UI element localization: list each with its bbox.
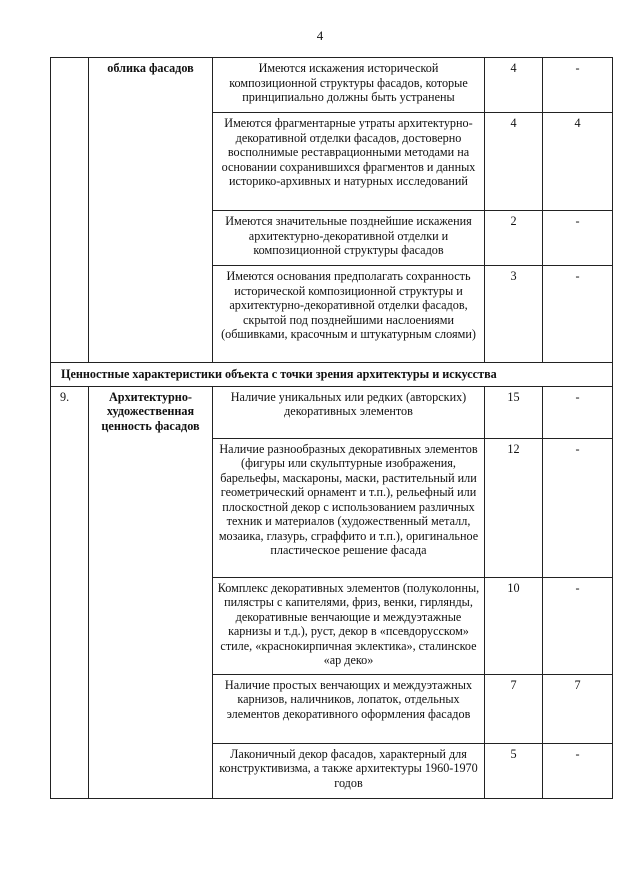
table-row bbox=[51, 363, 613, 387]
actual-score: 4 bbox=[543, 113, 613, 211]
criterion-description: Имеются искажения исторической композиционной структуры фасадов, которые принципиально должны быть устранены bbox=[213, 58, 485, 113]
actual-score: 7 bbox=[543, 674, 613, 743]
table-row bbox=[51, 674, 613, 743]
evaluation-table bbox=[50, 57, 613, 799]
max-score: 15 bbox=[485, 386, 543, 438]
actual-score: - bbox=[543, 438, 613, 577]
table-row bbox=[51, 743, 613, 798]
table-row bbox=[51, 438, 613, 577]
table-row bbox=[51, 577, 613, 674]
criterion-name: облика фасадов bbox=[89, 58, 213, 113]
max-score: 2 bbox=[485, 211, 543, 266]
max-score: 7 bbox=[485, 674, 543, 743]
criterion-description: Имеются значительные позднейшие искажения архитектурно-декоративной отделки и композиционной структуры фасадов bbox=[213, 211, 485, 266]
actual-score: - bbox=[543, 211, 613, 266]
criterion-description: Имеются фрагментарные утраты архитектурно-декоративной отделки фасадов, достоверно восполнимые реставрационными методами на основании сохранившихся фрагментов и данных историко-архивных и натурных исследований bbox=[213, 113, 485, 211]
max-score: 12 bbox=[485, 438, 543, 577]
criterion-name: Архитектурно-художественная ценность фасадов bbox=[89, 386, 213, 438]
table-row bbox=[51, 266, 613, 363]
table-row bbox=[51, 211, 613, 266]
criterion-description: Наличие разнообразных декоративных элементов (фигуры или скульптурные изображения, барельефы, маскароны, маски, растительный или геометрический орнамент и т.п.), рельефный или плоскостной декор с использованием различных техник и материалов (художественный металл, мозаика, глазурь, сграффито и т.п.), оригинальное пластическое решение фасада bbox=[213, 438, 485, 577]
table-row bbox=[51, 386, 613, 438]
actual-score: - bbox=[543, 58, 613, 113]
criterion-description: Комплекс декоративных элементов (полуколонны, пилястры с капителями, фриз, венки, гирлянды, декоративные венчающие и междуэтажные карнизы и т.д.), руст, декор в «псевдорусском» стиле, «краснокирпичная эклектика», сталинское «ар деко» bbox=[213, 577, 485, 674]
criterion-description: Наличие простых венчающих и междуэтажных карнизов, наличников, лопаток, отдельных элементов декоративного оформления фасадов bbox=[213, 674, 485, 743]
table-row bbox=[51, 113, 613, 211]
actual-score: - bbox=[543, 386, 613, 438]
criterion-description: Лаконичный декор фасадов, характерный для конструктивизма, а также архитектуры 1960-1970 годов bbox=[213, 743, 485, 798]
criterion-description: Наличие уникальных или редких (авторских) декоративных элементов bbox=[213, 386, 485, 438]
max-score: 4 bbox=[485, 113, 543, 211]
criterion-description: Имеются основания предполагать сохранность исторической композиционной структуры и архитектурно-декоративной отделки фасадов, скрытой под позднейшими наслоениями (обшивками, красочным и штукатурным слоями) bbox=[213, 266, 485, 363]
max-score: 5 bbox=[485, 743, 543, 798]
table-row bbox=[51, 58, 613, 113]
actual-score: - bbox=[543, 266, 613, 363]
max-score: 3 bbox=[485, 266, 543, 363]
row-number-cell bbox=[51, 58, 89, 113]
section-heading: Ценностные характеристики объекта с точки зрения архитектуры и искусства bbox=[51, 363, 613, 387]
max-score: 4 bbox=[485, 58, 543, 113]
max-score: 10 bbox=[485, 577, 543, 674]
actual-score: - bbox=[543, 577, 613, 674]
page-number: 4 bbox=[316, 28, 324, 43]
row-number-cell: 9. bbox=[51, 386, 89, 438]
actual-score: - bbox=[543, 743, 613, 798]
